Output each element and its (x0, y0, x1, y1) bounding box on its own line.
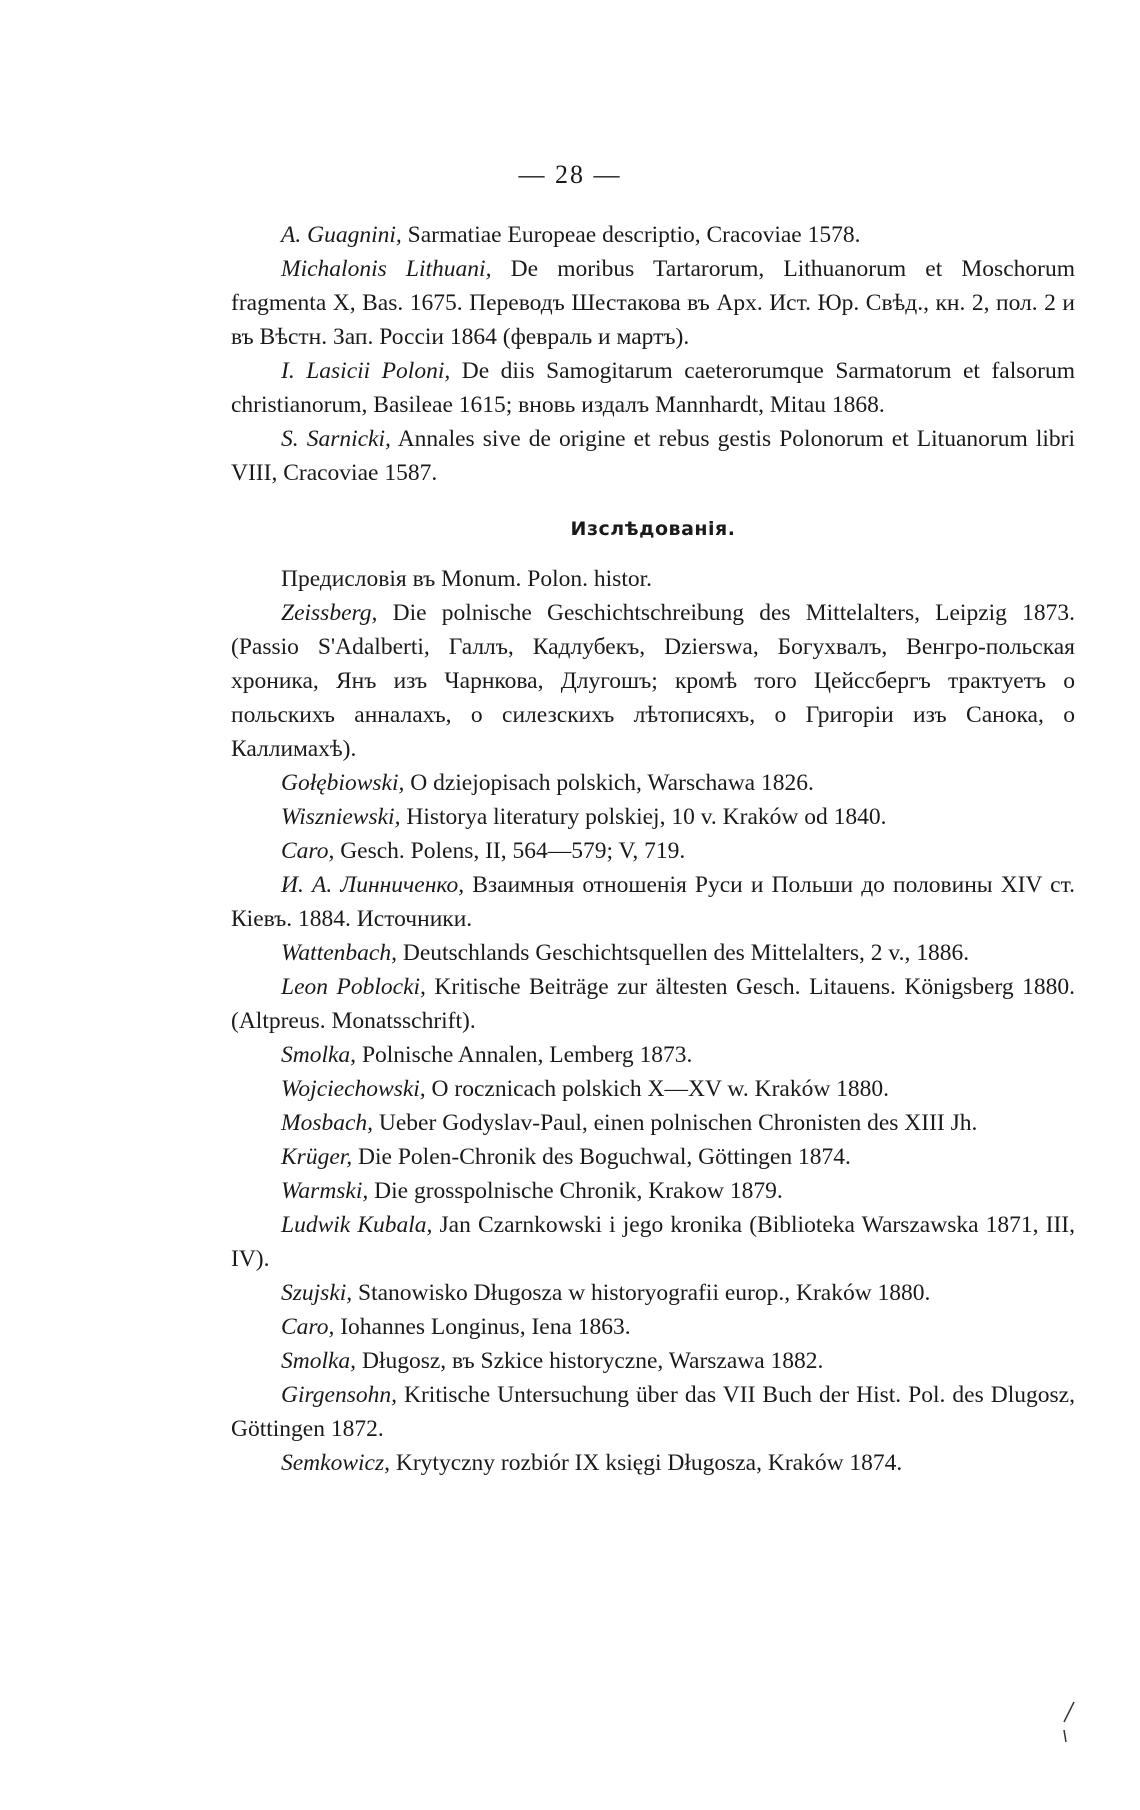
entry-text: Jan Czarnkowski i jego kronika (Biblioteka Warszawska 1871, III, IV). (231, 1212, 1075, 1272)
bib-entry (231, 1378, 1075, 1446)
entry-author: Wattenbach, (281, 940, 397, 966)
bib-entry (231, 1208, 1075, 1276)
entry-text: De diis Samogitarum caeterorumque Sarmatorum et falsorum christianorum, Basileae 1615; вновь издалъ Mannhardt, Mitau 1868. (231, 358, 1075, 418)
entry-author: Leon Poblocki, (281, 974, 426, 1000)
entry-text: Предисловiя въ Monum. Polon. histor. (281, 566, 653, 592)
entry-text: Polnische Annalen, Lemberg 1873. (356, 1042, 693, 1068)
bib-entry (231, 970, 1075, 1038)
entry-author: S. Sarnicki, (281, 426, 391, 452)
entry-text: Взаимныя отношенiя Руси и Польши до половины XIV ст. Кiевъ. 1884. Источники. (231, 872, 1075, 932)
entry-text: Die polnische Geschichtschreibung des Mittelalters, Leipzig 1873. (Passio S'Adalberti, Галлъ, Кадлубекъ, Dzierswa, Богухвалъ, Венгро-польская хроника, Янъ изъ Чарнкова, Длугошъ; кромѣ того Цейссбергъ трактуетъ о польскихъ анналахъ, о силезскихъ лѣтописяхъ, о Григорiи изъ Санока, о Каллимахѣ). (231, 600, 1075, 762)
entry-author: Smolka, (281, 1042, 357, 1068)
entry-author: A. Guagnini, (281, 222, 402, 248)
entry-author: Caro, (281, 838, 335, 864)
bibliography (231, 218, 1075, 1480)
entry-text: Sarmatiae Europeae descriptio, Cracoviae 1578. (401, 222, 861, 248)
entry-text: Die grosspolnische Chronik, Krakow 1879. (368, 1178, 783, 1204)
entry-author: Caro, (281, 1314, 335, 1340)
research-section (231, 562, 1075, 1480)
bib-entry (231, 1038, 1075, 1072)
entry-text: Deutschlands Geschichtsquellen des Mittelalters, 2 v., 1886. (396, 940, 970, 966)
entry-text: Długosz, въ Szkice historyczne, Warszawa 1882. (356, 1348, 824, 1374)
bib-entry (231, 354, 1075, 422)
entry-text: Historya literatury polskiej, 10 v. Kraków od 1840. (400, 804, 887, 830)
entry-author: Krüger, (281, 1144, 353, 1170)
bib-entry (231, 1310, 1075, 1344)
entry-author: Michalonis Lithuani, (281, 256, 492, 282)
entry-author: Warmski, (281, 1178, 369, 1204)
bib-entry (231, 766, 1075, 800)
sources-section (231, 218, 1075, 490)
bib-entry (231, 834, 1075, 868)
entry-text: Iohannes Longinus, Iena 1863. (334, 1314, 631, 1340)
section-heading: Изслѣдованiя. (570, 518, 736, 540)
entry-author: Gołębiowski, (281, 770, 405, 796)
entry-text: Gesch. Polens, II, 564—579; V, 719. (334, 838, 686, 864)
entry-text: Kritische Beiträge zur ältesten Gesch. Litauens. Königsberg 1880. (Altpreus. Monatsschrift). (231, 974, 1075, 1034)
bib-entry (231, 252, 1075, 354)
page-number: — 28 — (518, 160, 622, 189)
entry-text: Stanowisko Długosza w historyografii europ., Kraków 1880. (352, 1280, 931, 1306)
entry-author: Semkowicz, (281, 1450, 390, 1476)
bib-entry (231, 1072, 1075, 1106)
entry-author: И. А. Линниченко, (281, 872, 465, 898)
entry-author: Girgensohn, (281, 1382, 397, 1408)
bib-entry (231, 562, 1075, 596)
bib-entry (231, 800, 1075, 834)
bib-entry (231, 868, 1075, 936)
entry-text: O rocznicach polskich X—XV w. Kraków 1880. (425, 1076, 890, 1102)
bib-entry (231, 1344, 1075, 1378)
bib-entry (231, 1446, 1075, 1480)
entry-author: Ludwik Kubala, (281, 1212, 433, 1238)
entry-text: Kritische Untersuchung über das VII Buch der Hist. Pol. des Dlugosz, Göttingen 1872. (231, 1382, 1075, 1442)
entry-text: O dziejopisach polskich, Warschawa 1826. (404, 770, 814, 796)
margin-mark-icon (1060, 1700, 1080, 1744)
bib-entry (231, 596, 1075, 766)
entry-author: Zeissberg, (281, 600, 378, 626)
entry-author: Szujski, (281, 1280, 353, 1306)
entry-author: Smolka, (281, 1348, 357, 1374)
bib-entry (231, 422, 1075, 490)
bib-entry (231, 218, 1075, 252)
entry-text: Die Polen-Chronik des Boguchwal, Göttingen 1874. (352, 1144, 851, 1170)
entry-text: Ueber Godyslav-Paul, einen polnischen Chronisten des XIII Jh. (373, 1110, 978, 1136)
bib-entry (231, 936, 1075, 970)
entry-author: Mosbach, (281, 1110, 374, 1136)
entry-author: I. Lasicii Poloni, (281, 358, 451, 384)
entry-text: Krytyczny rozbiór IX księgi Długosza, Kraków 1874. (390, 1450, 903, 1476)
bib-entry (231, 1140, 1075, 1174)
bib-entry (231, 1276, 1075, 1310)
margin-marks (1060, 1700, 1080, 1748)
entry-author: Wiszniewski, (281, 804, 401, 830)
bib-entry (231, 1174, 1075, 1208)
entry-text: Annales sive de origine et rebus gestis Polonorum et Lituanorum libri VIII, Cracoviae 1587. (231, 426, 1075, 486)
entry-author: Wojciechowski, (281, 1076, 426, 1102)
entry-text: De moribus Tartarorum, Lithuanorum et Moschorum fragmenta X, Bas. 1675. Переводъ Шестакова въ Арх. Ист. Юр. Свѣд., кн. 2, пол. 2 и въ Вѣстн. Зап. Россiи 1864 (февраль и мартъ). (231, 256, 1075, 350)
bib-entry (231, 1106, 1075, 1140)
